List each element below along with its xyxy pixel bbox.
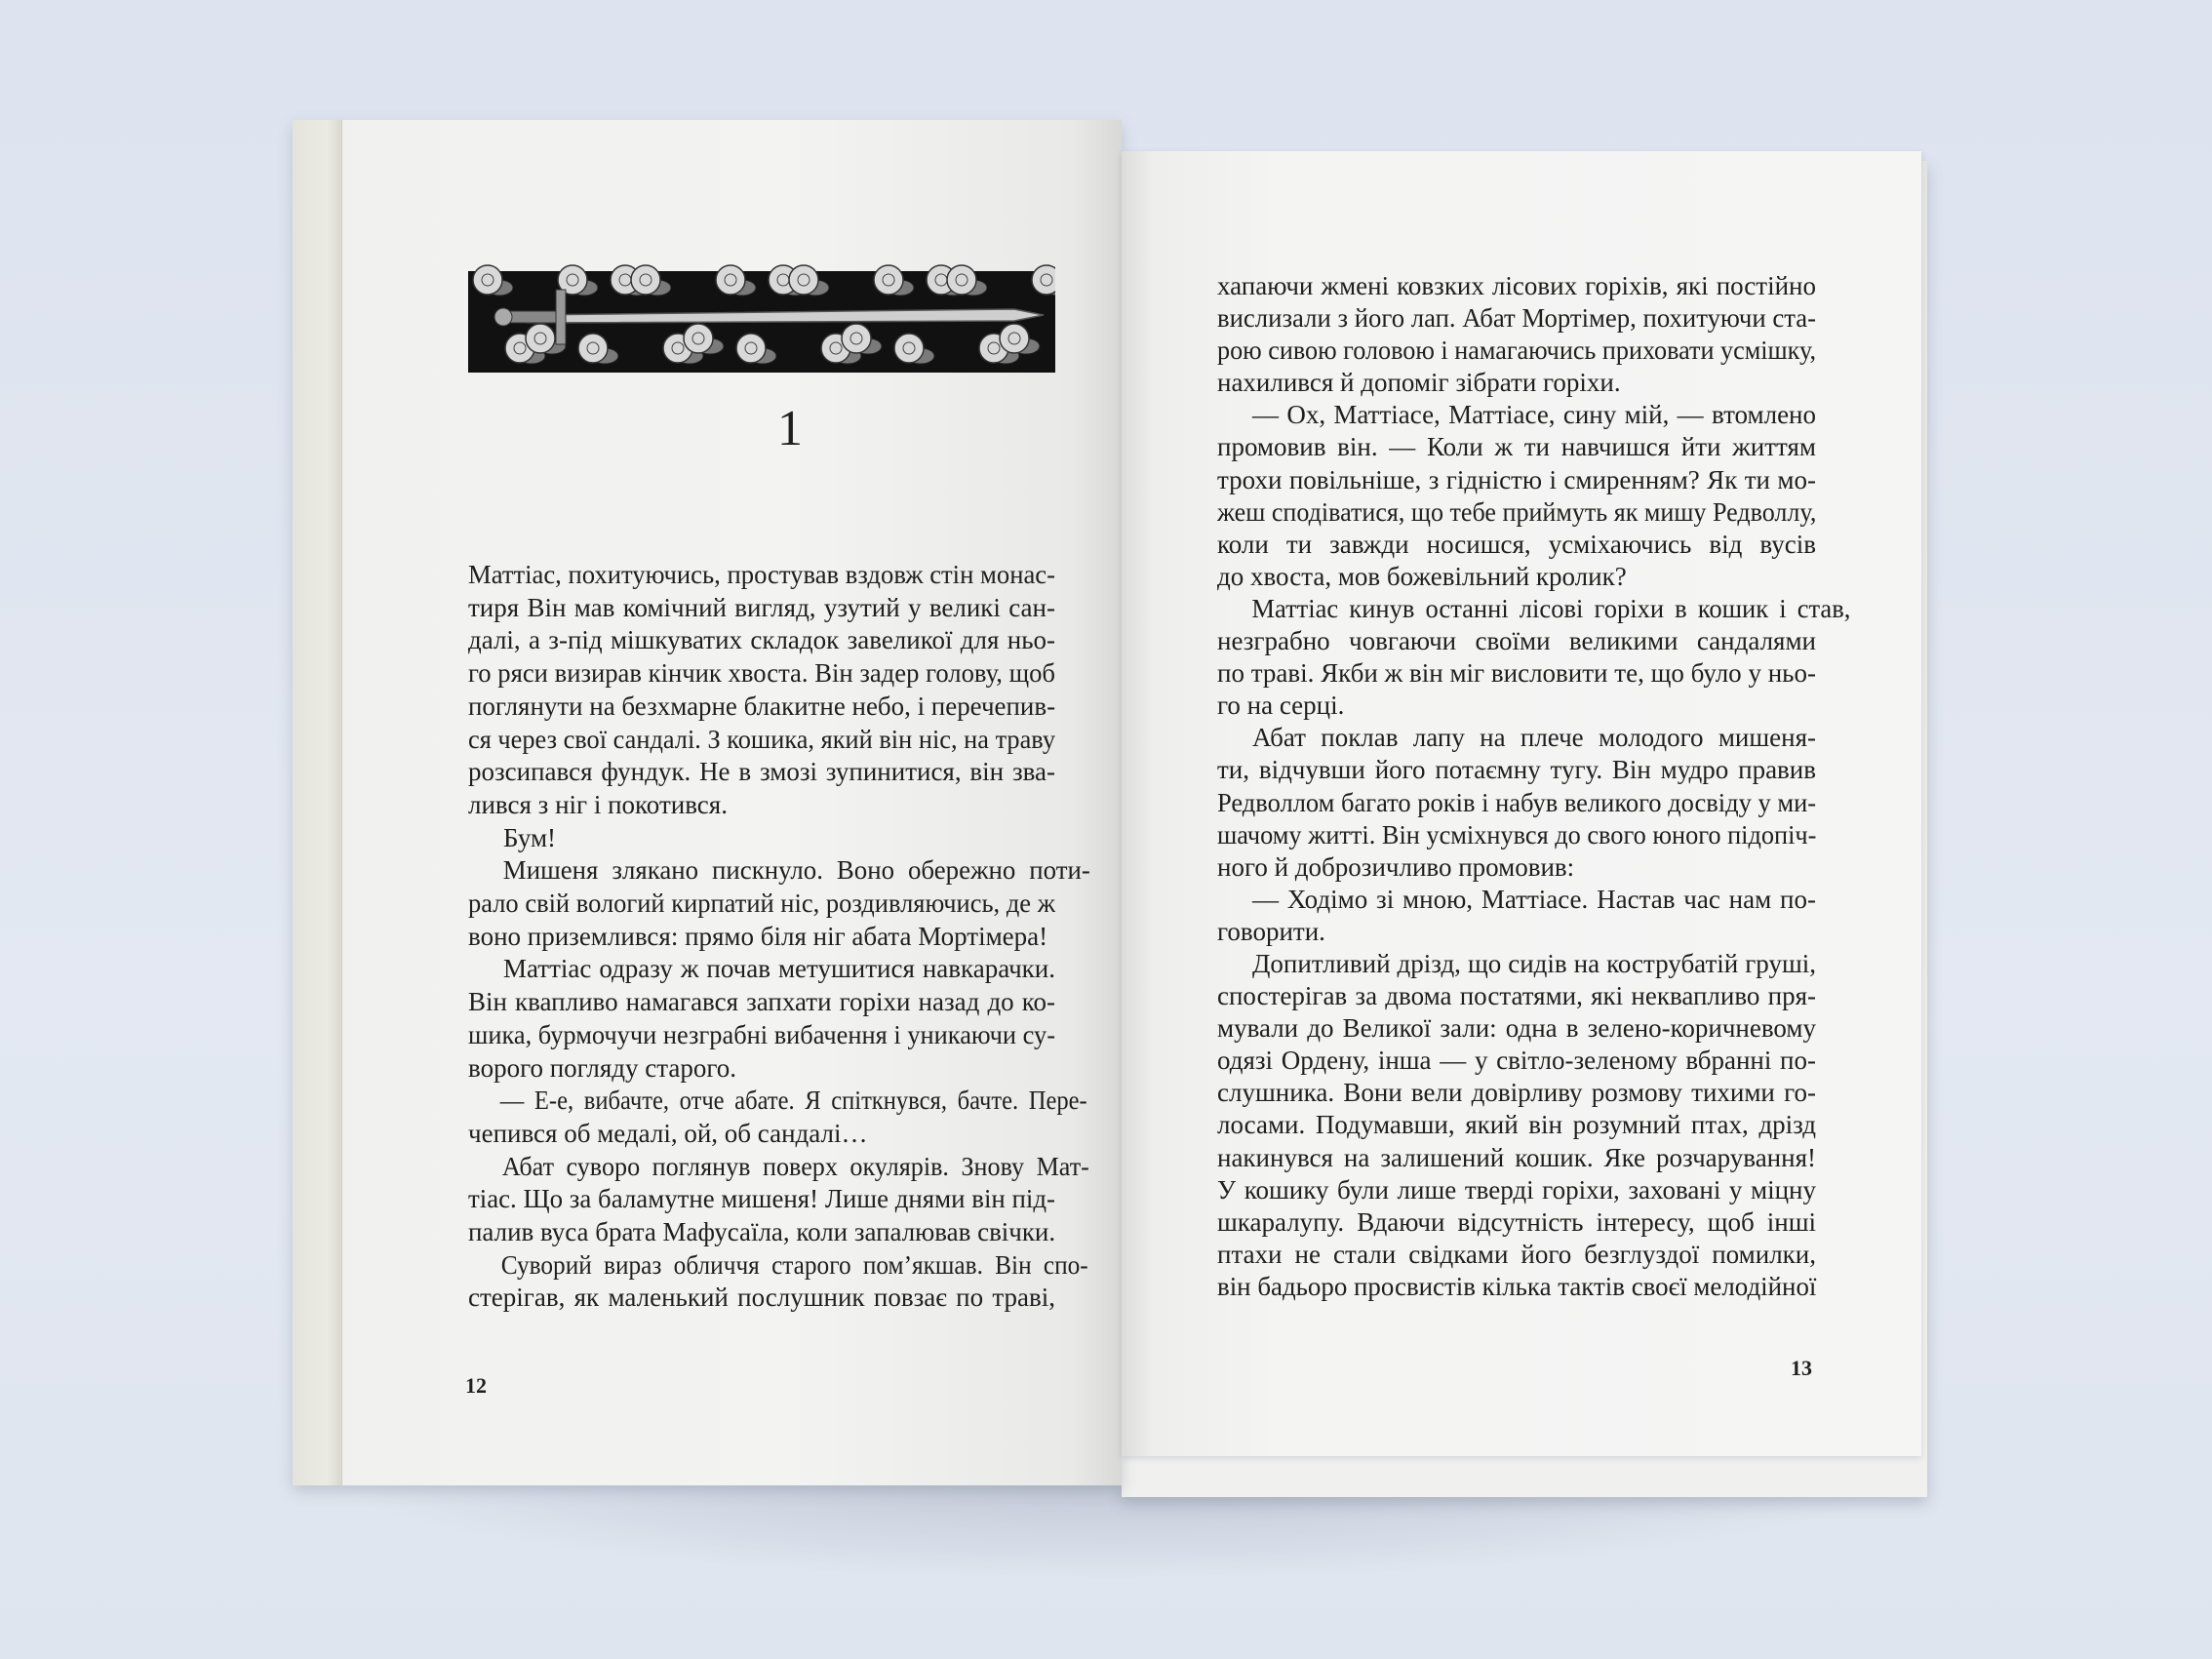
left-page-text [468,559,1090,1315]
text-line: шика, бурмочучи незграбні вибачення і уникаючи су- [468,1019,1055,1049]
page-number-right: 13 [1791,1356,1812,1380]
rose-icon [578,334,608,363]
text-line: Маттіас кинув останні лісові горіхи в кошик і став, [1251,593,1851,623]
text-line: говорити. [1217,916,1325,946]
paragraph [1217,884,1816,948]
text-line: чепився об медалі, ой, об сандалі… [468,1118,868,1148]
rose-icon [789,265,818,295]
text-line: Бум! [503,822,557,852]
text-line: Маттіас, похитуючись, простував вздовж стін монас- [468,560,1055,589]
paragraph [1217,270,1816,399]
paragraph [468,1249,1088,1315]
text-line: тиря Він мав комічний вигляд, узутий у великі сан- [468,592,1055,622]
text-line: ся через свої сандалі. З кошика, який він ніс, на траву [468,724,1055,754]
text-line: жеш сподіватися, що тебе приймуть як мишу Редволлу, [1217,496,1817,527]
page-number-left: 12 [465,1373,487,1398]
text-line: хапаючи жмені ковзких лісових горіхів, які постійно [1217,271,1816,300]
text-line: стерігав, як маленький послушник повзає по траві, [468,1283,1055,1313]
text-line: — Ох, Маттіасе, Маттіасе, сину мій, — втомлено [1252,400,1816,430]
text-line: промовив він. — Коли ж ти навчишся йти життям [1217,432,1816,462]
text-line: мували до Великої зали: одна в зелено-коричневому [1217,1013,1816,1044]
text-line: розсипався фундук. Не в змозі зупинитися, він зва- [468,757,1055,787]
paragraph [468,854,1090,953]
text-line: шачому житті. Він усміхнувся до свого юного підопіч- [1217,819,1817,849]
right-page-text [1217,270,1851,1303]
rose-icon [1032,265,1055,295]
text-line: У кошику були лише тверді горіхи, заховані у міцну [1217,1174,1816,1205]
text-line: вислизали з його лап. Абат Мортімер, похитуючи ста- [1217,303,1816,334]
text-line: лосами. Подумавши, який він розумний птах, дрізд [1217,1110,1816,1140]
text-line: Абат суворо поглянув поверх окулярів. Знову Мат- [501,1151,1089,1181]
text-line: далі, а з-під мішкуватих складок завеликої для ньо- [468,625,1055,655]
paragraph [468,1085,1087,1150]
paragraph [468,1151,1089,1249]
rose-icon [894,334,924,363]
text-line: рою сивою головою і намагаючись приховати усмішку, [1217,336,1816,366]
rose-icon [473,265,502,295]
text-line: Абат поклав лапу на плече молодого мишеня- [1252,723,1816,753]
rose-icon [1000,324,1029,353]
paragraph [468,822,1055,855]
text-line: птахи не стали свідками його безглуздої помилки, [1217,1239,1816,1269]
text-line: одязі Ордену, інша — у світло-зеленому вбранні по- [1217,1046,1816,1076]
rose-icon [684,324,713,353]
text-line: спостерігав за двома постатями, які неквапливо пря- [1217,981,1816,1011]
text-line: ворого погляду старого. [468,1052,736,1083]
text-line: коли ти завжди носишся, усміхаючись від вусів [1217,529,1816,559]
text-line: накинувся на залишений кошик. Яке розчарування! [1217,1142,1816,1172]
text-line: незграбно човгаючи своїми великими сандалями [1217,626,1816,656]
text-line: палив вуса брата Мафусаїла, коли запалював свічки. [468,1217,1056,1247]
rose-icon [842,324,871,353]
text-line: рало свій вологий кирпатий ніс, роздивляючись, де ж [468,889,1055,919]
rose-icon [526,324,555,353]
text-line: нахилився й допоміг зібрати горіхи. [1217,368,1621,398]
text-line: поглянути на безхмарне блакитне небо, і перечепив- [468,691,1056,721]
paragraph [468,559,1055,822]
text-line: воно приземлився: прямо біля ніг абата Мортімера! [468,921,1048,951]
paragraph [468,953,1055,1085]
paragraph [1217,593,1851,722]
rose-icon [874,265,903,295]
text-line: ти, відчувши його потаємну тугу. Він мудро правив [1217,755,1816,785]
text-line: Маттіас одразу ж почав метушитися навкарачки. [503,954,1055,984]
text-line: по траві. Якби ж він міг висловити те, що було у ньо- [1217,658,1816,689]
text-line: Мишеня злякано пискнуло. Воно обережно поти- [502,855,1090,886]
rose-icon [947,265,976,295]
paragraph [1217,399,1816,593]
text-line: Суворий вираз обличчя старого пом’якшав. Він спо- [500,1249,1088,1280]
text-line: го на серці. [1217,691,1345,721]
paragraph [1217,948,1816,1303]
text-line: Він квапливо намагався запхати горіхи назад до ко- [468,987,1055,1017]
rose-icon [716,265,745,295]
text-line: ного й доброзичливо промовив: [1217,851,1575,882]
text-line: тіас. Що за баламутне мишеня! Лише днями він під- [468,1184,1055,1214]
text-line: лився з ніг і покотився. [468,789,728,819]
chapter-number: 1 [777,401,803,456]
text-line: Допитливий дрізд, що сидів на кострубатій груші, [1252,948,1816,978]
text-line: трохи повільніше, з гідністю і смиренням? Як ти мо- [1217,464,1816,494]
text-line: він бадьоро просвистів кілька тактів своєї мелодійної [1217,1271,1817,1301]
roses-sword-ornament [468,251,1055,383]
page-edge [293,120,342,1485]
rose-icon [736,334,766,363]
text-line: шкаралупу. Вдаючи відсутність інтересу, щоб інші [1217,1206,1816,1237]
text-line: — Е-е, вибачте, отче абате. Я спіткнувся, бачте. Пере- [499,1086,1087,1116]
text-line: Редволлом багато років і набув великого досвіду у ми- [1217,787,1817,817]
text-line: го ряси визирав кінчик хвоста. Він задер голову, щоб [468,658,1055,689]
text-line: до хвоста, мов божевільний кролик? [1217,561,1627,591]
text-line: слушника. Вони вели довірливу розмову тихими го- [1217,1078,1816,1108]
text-line: — Ходімо зі мною, Маттіасе. Настав час нам по- [1252,884,1816,914]
rose-icon [631,265,660,295]
paragraph [1217,722,1816,883]
